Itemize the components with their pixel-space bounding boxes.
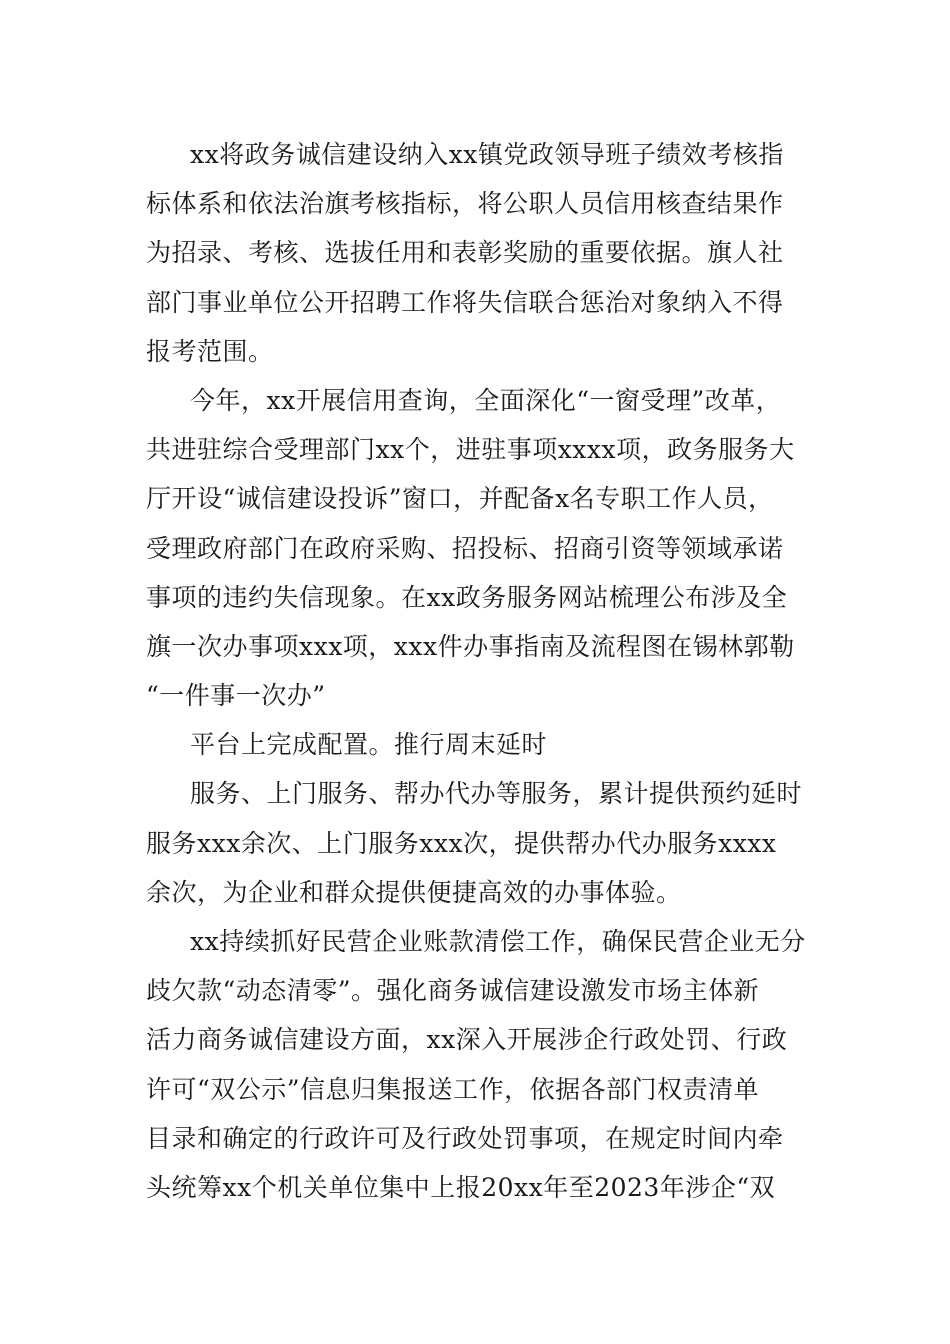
text-line: 事项的违约失信现象。在xx政务服务网站梳理公布涉及全 — [146, 582, 788, 612]
text-line: 活力商务诚信建设方面，xx深入开展涉企行政处罚、行政 — [146, 1025, 788, 1055]
document-body — [146, 130, 816, 1212]
text-line: “一件事一次办” — [146, 681, 326, 711]
text-line: 目录和确定的行政许可及行政处罚事项，在规定时间内牵 — [146, 1123, 784, 1153]
text-line: xx持续抓好民营企业账款清偿工作，确保民营企业无分 — [190, 927, 806, 956]
text-line: 旗一次办事项xxx项，xxx件办事指南及流程图在锡林郭勒 — [146, 631, 795, 661]
text-line: 余次，为企业和群众提供便捷高效的办事体验。 — [146, 877, 682, 907]
text-line: 今年，xx开展信用查询，全面深化“一窗受理”改革， — [190, 385, 782, 415]
text-line: 为招录、考核、选拔任用和表彰奖励的重要依据。旗人社 — [146, 238, 784, 268]
text-line: xx将政务诚信建设纳入xx镇党政领导班子绩效考核指 — [190, 140, 784, 169]
text-line: 服务、上门服务、帮办代办等服务，累计提供预约延时 — [190, 779, 803, 809]
text-line: 服务xxx余次、上门服务xxx次，提供帮办代办服务xxxx — [146, 828, 777, 858]
text-line: 共进驻综合受理部门xx个，进驻事项xxxx项，政务服务大 — [146, 435, 795, 465]
text-line: 许可“双公示”信息归集报送工作，依据各部门权责清单 — [146, 1074, 760, 1104]
text-line: 平台上完成配置。推行周末延时 — [190, 730, 548, 760]
text-line: 标体系和依法治旗考核指标，将公职人员信用核查结果作 — [146, 189, 784, 219]
text-line: 部门事业单位公开招聘工作将失信联合惩治对象纳入不得 — [146, 287, 784, 317]
text-line: 厅开设“诚信建设投诉”窗口，并配备x名专职工作人员， — [146, 484, 774, 514]
text-line: 头统筹xx个机关单位集中上报20xx年至2023年涉企“双 — [146, 1172, 776, 1202]
text-line: 歧欠款“动态清零”。强化商务诚信建设激发市场主体新 — [146, 976, 760, 1006]
text-line: 报考范围。 — [146, 336, 274, 366]
text-line: 受理政府部门在政府采购、招投标、招商引资等领域承诺 — [146, 533, 784, 563]
